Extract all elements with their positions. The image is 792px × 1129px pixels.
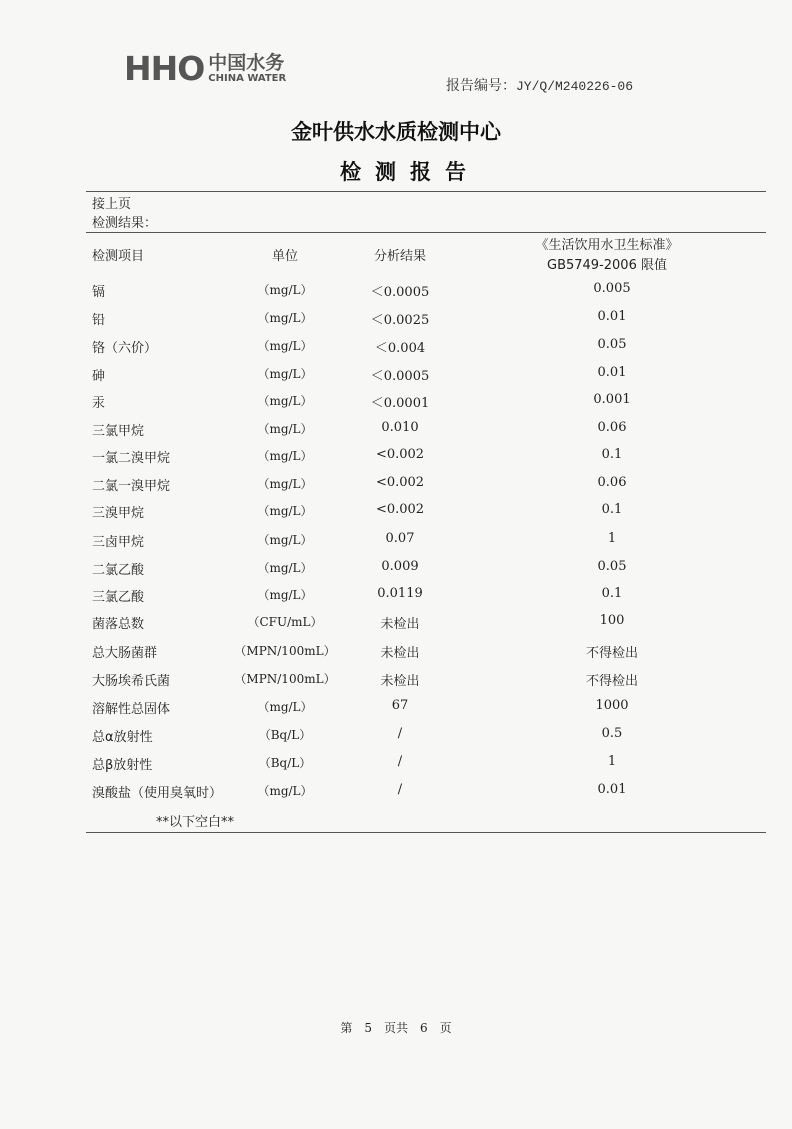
row-unit: （mg/L）: [257, 533, 313, 547]
table-row: [0, 447, 792, 467]
row-limit: 0.001: [593, 392, 631, 407]
row-limit: 0.01: [597, 782, 627, 797]
row-item: 镉: [92, 285, 106, 300]
row-limit: 0.1: [601, 502, 623, 517]
row-result: 0.07: [385, 531, 415, 546]
row-item: 总β放射性: [92, 758, 153, 773]
table-row: [0, 754, 792, 774]
table-row: [0, 559, 792, 579]
row-unit: （mg/L）: [257, 504, 313, 518]
row-item: 三氯乙酸: [92, 590, 145, 605]
report-number-label: 报告编号：: [446, 78, 516, 94]
row-unit: （mg/L）: [257, 394, 313, 408]
organization-title: 金叶供水水质检测中心: [291, 120, 501, 144]
row-limit: 0.005: [593, 281, 631, 296]
row-limit: 0.01: [597, 309, 627, 324]
row-result: ＜0.0005: [370, 285, 430, 300]
row-result: 0.010: [381, 420, 419, 435]
row-item: 铅: [92, 313, 106, 328]
row-unit: （mg/L）: [257, 588, 313, 602]
row-result: <0.002: [375, 447, 425, 462]
row-unit: （mg/L）: [257, 311, 313, 325]
column-header-unit: 单位: [271, 249, 298, 264]
logo-chinese-name: 中国水务: [208, 51, 285, 74]
row-unit: （mg/L）: [257, 784, 313, 798]
row-unit: （mg/L）: [257, 449, 313, 463]
row-limit: 0.01: [597, 365, 627, 380]
row-result: /: [397, 782, 403, 797]
table-row: [0, 782, 792, 802]
table-row: [0, 392, 792, 412]
row-limit: 100: [599, 613, 625, 628]
row-unit: （mg/L）: [257, 422, 313, 436]
row-limit: 0.1: [601, 447, 623, 462]
row-result: ＜0.0001: [370, 396, 430, 411]
report-number: [446, 75, 633, 95]
continued-note: 接上页: [92, 197, 132, 212]
document-title: 检测报告: [340, 160, 480, 184]
row-item: 总大肠菌群: [92, 646, 158, 661]
row-limit: 1: [607, 531, 617, 546]
row-result: ＜0.0025: [370, 313, 430, 328]
table-row: [0, 613, 792, 633]
table-bottom-divider: [86, 832, 766, 833]
row-unit: （mg/L）: [257, 339, 313, 353]
row-unit: （mg/L）: [257, 700, 313, 714]
row-unit: （Bq/L）: [258, 728, 312, 742]
row-item: 铬（六价）: [92, 341, 158, 356]
row-result: 未检出: [380, 646, 420, 661]
footer-page-number: 5: [364, 1021, 372, 1035]
table-row: [0, 698, 792, 718]
row-unit: （CFU/mL）: [247, 615, 323, 629]
row-unit: （mg/L）: [257, 561, 313, 575]
row-result: ＜0.0005: [370, 369, 430, 384]
row-limit: 0.1: [601, 586, 623, 601]
row-item: 三氯甲烷: [92, 424, 145, 439]
footer-mid: 页共: [383, 1021, 408, 1035]
row-unit: （mg/L）: [257, 367, 313, 381]
row-item: 总α放射性: [92, 730, 153, 745]
table-row: [0, 586, 792, 606]
table-row: [0, 337, 792, 357]
row-item: 汞: [92, 396, 106, 411]
row-item: 二氯乙酸: [92, 563, 145, 578]
results-label: 检测结果：: [92, 216, 158, 231]
row-result: /: [397, 726, 403, 741]
company-logo: [124, 49, 287, 88]
row-item: 溴酸盐（使用臭氧时）: [92, 786, 223, 801]
column-header-result: 分析结果: [374, 249, 427, 264]
row-limit: 不得检出: [585, 646, 638, 661]
row-result: 67: [391, 698, 409, 713]
row-item: 一氯二溴甲烷: [92, 451, 171, 466]
row-limit: 1000: [595, 698, 629, 713]
table-row: [0, 726, 792, 746]
table-top-divider: [86, 232, 766, 233]
row-limit: 不得检出: [585, 674, 638, 689]
table-row: [0, 475, 792, 495]
table-row: [0, 670, 792, 690]
report-number-value: JY/Q/M240226-06: [516, 79, 634, 94]
table-row: [0, 531, 792, 551]
column-header-item: 检测项目: [92, 249, 145, 264]
row-result: 未检出: [380, 617, 420, 632]
row-unit: （MPN/100mL）: [234, 672, 336, 686]
row-item: 菌落总数: [92, 617, 145, 632]
table-row: [0, 365, 792, 385]
table-row: [0, 502, 792, 522]
table-row: [0, 281, 792, 301]
row-unit: （mg/L）: [257, 283, 313, 297]
header-divider: [86, 191, 766, 192]
table-row: [0, 420, 792, 440]
page-footer: [0, 1019, 792, 1036]
row-result: /: [397, 754, 403, 769]
row-result: 0.0119: [377, 586, 423, 601]
row-item: 三溴甲烷: [92, 506, 145, 521]
row-limit: 1: [607, 754, 617, 769]
row-result: 未检出: [380, 674, 420, 689]
row-item: 三卤甲烷: [92, 535, 145, 550]
row-limit: 0.05: [597, 559, 627, 574]
row-unit: （MPN/100mL）: [234, 644, 336, 658]
row-item: 二氯一溴甲烷: [92, 479, 171, 494]
row-limit: 0.06: [597, 475, 627, 490]
row-limit: 0.05: [597, 337, 627, 352]
row-unit: （Bq/L）: [258, 756, 312, 770]
standard-code: GB5749-2006 限值: [547, 258, 667, 273]
blank-below-note: **以下空白**: [156, 815, 235, 830]
footer-prefix: 第: [340, 1021, 353, 1035]
column-header-standard: [512, 236, 702, 276]
row-item: 溶解性总固体: [92, 702, 171, 717]
row-item: 大肠埃希氏菌: [92, 674, 171, 689]
row-result: 0.009: [381, 559, 419, 574]
logo-mark: HHO: [124, 49, 205, 88]
standard-title: 《生活饮用水卫生标准》: [535, 238, 679, 253]
row-result: <0.002: [375, 475, 425, 490]
row-result: ＜0.004: [374, 341, 426, 356]
table-row: [0, 309, 792, 329]
table-row: [0, 642, 792, 662]
row-unit: （mg/L）: [257, 477, 313, 491]
row-limit: 0.5: [601, 726, 623, 741]
row-result: <0.002: [375, 502, 425, 517]
logo-english-name: CHINA WATER: [208, 72, 287, 84]
footer-suffix: 页: [439, 1021, 452, 1035]
footer-total-pages: 6: [420, 1021, 428, 1035]
row-item: 砷: [92, 369, 106, 384]
row-limit: 0.06: [597, 420, 627, 435]
